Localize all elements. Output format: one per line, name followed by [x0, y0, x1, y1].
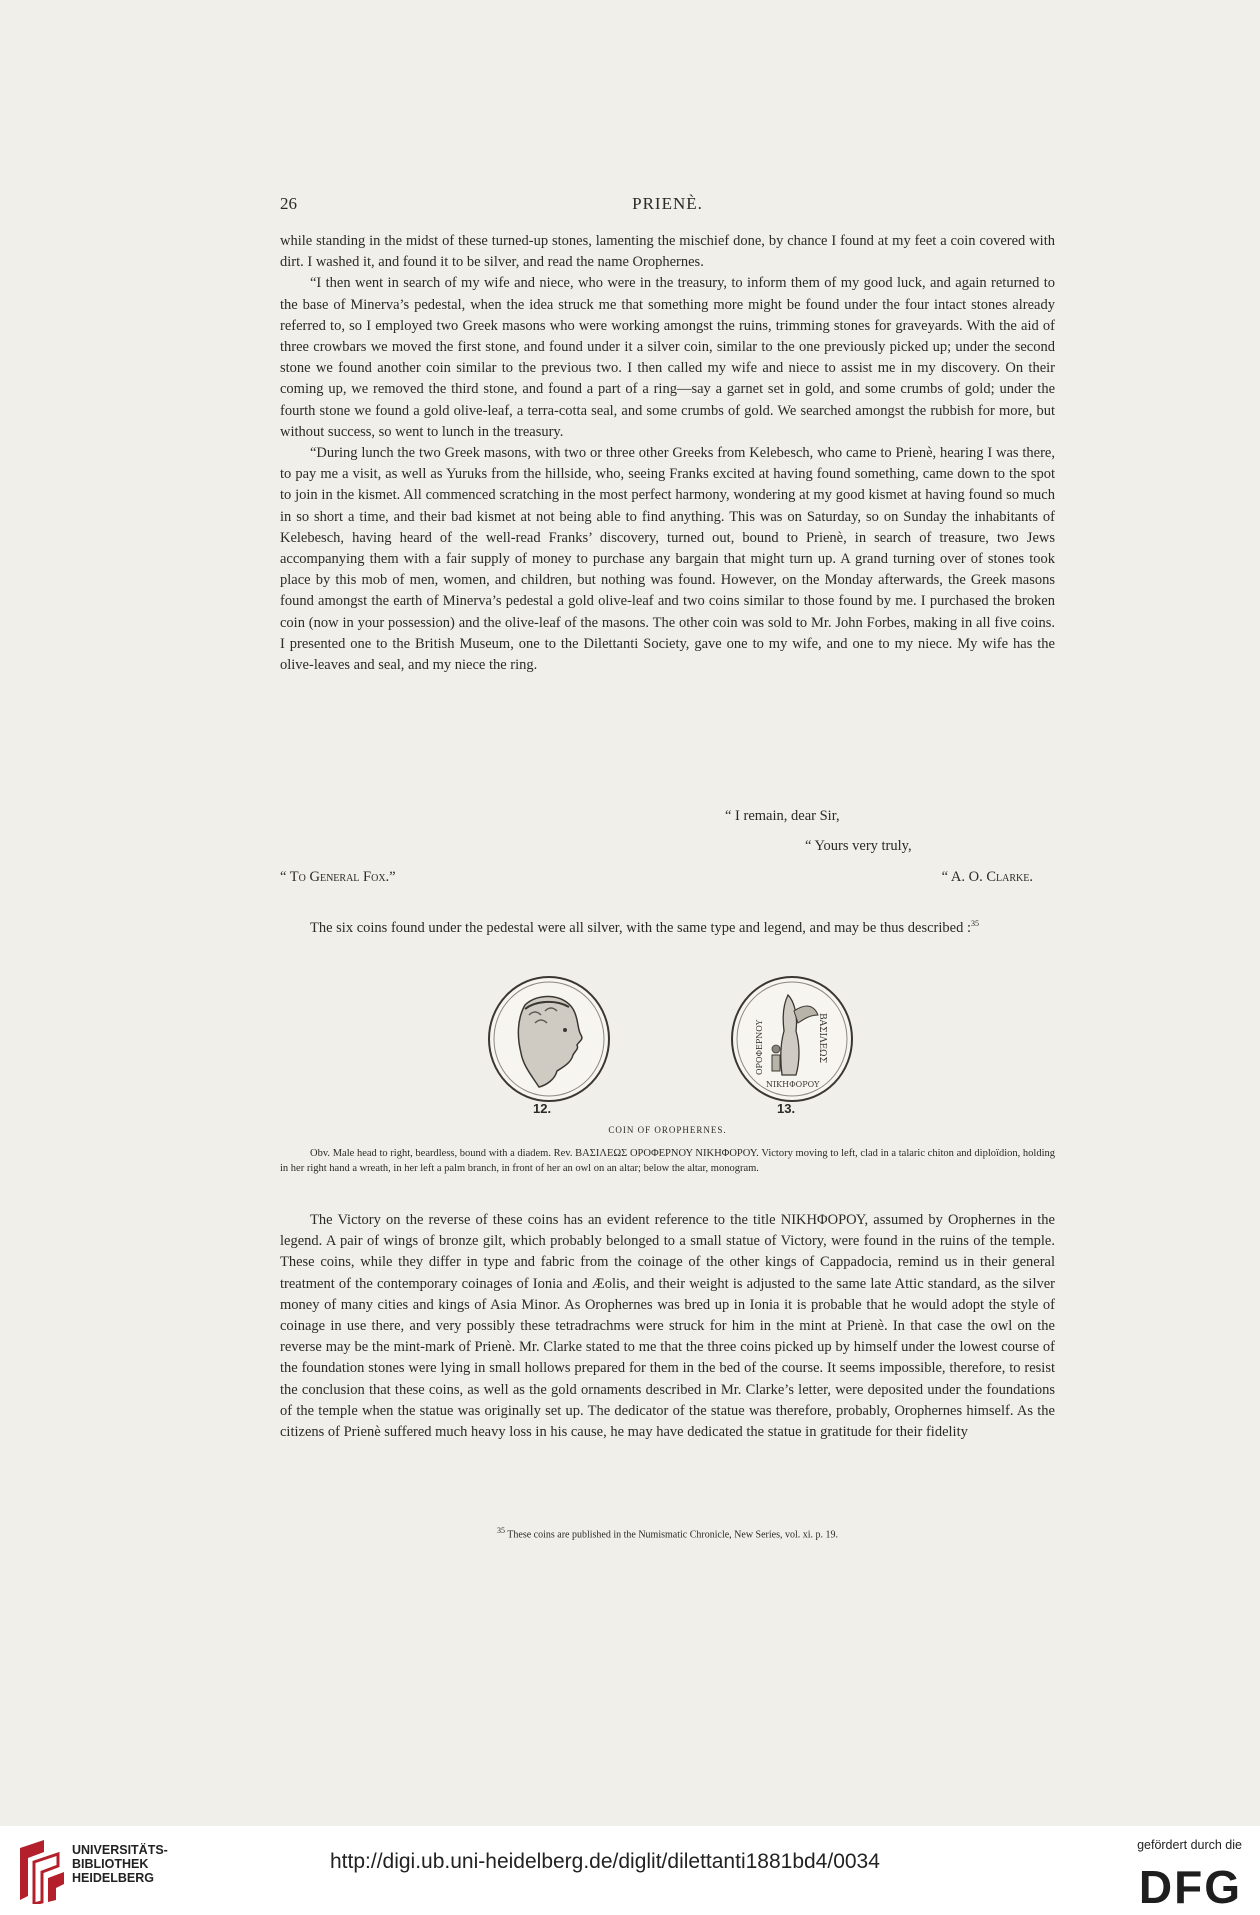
letter-paragraph: while standing in the midst of these turned-up stones, lamenting the mischief done, by chance I found at my feet a coin covered with dirt. I washed it, and found it to be silver, and read the name Orophernes. [280, 233, 1055, 271]
coin-reverse-image [728, 975, 856, 1103]
coin-description [280, 1146, 1055, 1176]
library-name [72, 1843, 168, 1885]
closing-yours: “ Yours very truly, [805, 838, 912, 854]
letter-paragraph: “I then went in search of my wife and niece, who were in the treasury, to inform them of my good luck, and again returned to the base of Minerva’s pedestal, when the idea struck me that something more might be found under the four intact stones already referred to, so I employed two Greek masons who were working amongst the ruins, trimming stones for graveyards. With the aid of three crowbars we moved the first stone, and found under it a silver coin, similar to the one previously picked up; under the second stone we found another coin similar to the previous two. I then called my wife and niece to assist me in my discovery. On their coming up, we removed the third stone, and found a part of a ring—say a garnet set in gold, and some crumbs of gold; under the fourth stone we found a gold olive-leaf, a terra-cotta seal, and some crumbs of gold. We searched amongst the rubbish for more, but without success, so went to lunch in the treasury. [280, 275, 1055, 440]
body-text [280, 1210, 1055, 1443]
footnote [280, 1526, 1055, 1540]
coin-label-13: 13. [777, 1101, 796, 1116]
digitization-footer [0, 1826, 1260, 1915]
footnote-ref: 35 [971, 919, 979, 928]
letter-paragraph: “During lunch the two Greek masons, with two or three other Greeks from Kelebesch, who came to Prienè, hearing I was there, to pay me a visit, as well as Yuruks from the hillside, who, seeing Franks excited at having found something, came down to the spot to join in the kismet. All commenced scratching in the most perfect harmony, wondering at my good kismet at having found so much in so short a time, and their bad kismet at not being able to find anything. This was on Saturday, so on Sunday the inhabitants of Kelebesch, having heard of the well-read Franks’ discovery, turned out, bound to Prienè, in search of treasure, two Jews accompanying them with a fair supply of money to purchase any bargain that might turn up. A grand turning over of stones took place by this mob of men, women, and children, but nothing was found. However, on the Monday afterwards, the Greek masons found amongst the earth of Minerva’s pedestal a gold olive-leaf and two coins similar to those found by me. I purchased the broken coin (now in your possession) and the olive-leaf of the masons. The other coin was sold to Mr. John Forbes, making in all five coins. I presented one to the British Museum, one to the Dilettanti Society, gave one to my wife, and one to my niece. My wife has the olive-leaves and seal, and my niece the ring. [280, 445, 1055, 674]
intro-text: The six coins found under the pedestal were all silver, with the same type and legend, and may be thus described : [310, 919, 971, 936]
coin-figure [280, 975, 1055, 1125]
signature: “ A. O. Clarke. [941, 869, 1033, 885]
funding-label: gefördert durch die [1137, 1838, 1242, 1852]
letter-signoff [280, 869, 1055, 891]
page-number: 26 [280, 194, 297, 213]
addressee: “ To General Fox.” [280, 869, 396, 885]
figure-caption: COIN OF OROPHERNES. [608, 1125, 727, 1135]
coin-description-text: Obv. Male head to right, beardless, bound with a diadem. Rev. ΒΑΣΙΛΕΩΣ ΟΡΟΦΕΡΝΟΥ ΝΙΚΗΦΟΡΟΥ. Victory moving to left, clad in a talaric chiton and diploïdion, holding in her right hand a wreath, in her left a palm branch, in front of her an owl on an altar; below the altar, monogram. [280, 1148, 1055, 1174]
legend-basileos: ΒΑΣΙΛΕΩΣ [817, 1013, 827, 1063]
library-logo-icon [14, 1838, 66, 1904]
closing-remain: “ I remain, dear Sir, [725, 808, 840, 824]
coins-intro [280, 913, 1055, 939]
footnote-text: These coins are published in the Numismatic Chronicle, New Series, vol. xi. p. 19. [507, 1529, 839, 1541]
page-header [280, 194, 1055, 218]
legend-orophernou: ΟΡΟΦΕΡΝΟΥ [755, 1019, 764, 1075]
permalink-url[interactable]: http://digi.ub.uni-heidelberg.de/diglit/dilettanti1881bd4/0034 [330, 1850, 880, 1873]
library-line: UNIVERSITÄTS- [72, 1843, 168, 1857]
running-head: PRIENÈ. [632, 194, 703, 213]
coin-label-12: 12. [533, 1101, 552, 1116]
library-line: HEIDELBERG [72, 1871, 154, 1885]
legend-nikephorou: ΝΙΚΗΦΟΡΟΥ [766, 1080, 820, 1089]
coin-obverse-image [485, 975, 613, 1103]
dfg-logo: DFG [1138, 1861, 1242, 1913]
library-line: BIBLIOTHEK [72, 1857, 149, 1871]
letter-text [280, 231, 1055, 676]
footnote-number: 35 [496, 1526, 505, 1535]
body-paragraph: The Victory on the reverse of these coins has an evident reference to the title ΝΙΚΗΦΟΡΟΥ, assumed by Orophernes in the legend. A pair of wings of bronze gilt, which probably belonged to a small statue of Victory, were found in the ruins of the temple. These coins, while they differ in type and fabric from the coinage of the other kings of Cappadocia, remind us in their general treatment of the contemporary coinages of Ionia and Æolis, and their weight is adjusted to the same late Attic standard, as the silver money of many cities and kings of Asia Minor. As Orophernes was bred up in Ionia it is probable that he would adopt the style of coinage in use there, and very possibly these tetradrachms were struck for him in the mint at Prienè. In that case the owl on the reverse may be the mint-mark of Prienè. Mr. Clarke stated to me that the three coins picked up by himself under the lowest course of the foundation stones were lying in small hollows prepared for them in the bed of the course. It seems impossible, therefore, to resist the conclusion that these coins, as well as the gold ornaments described in Mr. Clarke’s letter, were deposited under the foundations of the temple when the statue was originally set up. The dedicator of the statue was therefore, probably, Orophernes himself. As the citizens of Prienè suffered much heavy loss in his cause, he may have dedicated the statue in gratitude for their fidelity [280, 1212, 1055, 1441]
